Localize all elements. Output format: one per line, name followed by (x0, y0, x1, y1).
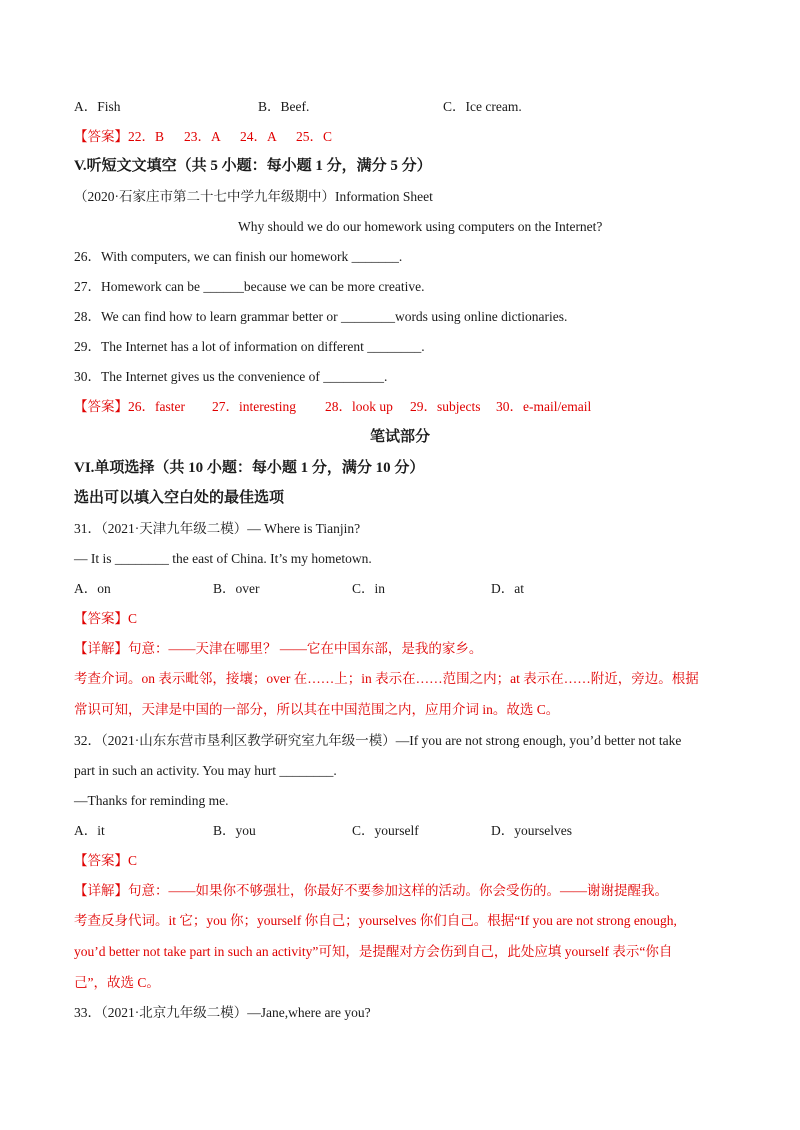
option-b: B．over (213, 581, 260, 596)
option-b: B．Beef. (258, 99, 310, 114)
answer-item: 22．B (128, 129, 165, 144)
question-stem: 33．（2021·北京九年级二模）—Jane,where are you? (74, 1005, 371, 1020)
answer-item: 27．interesting (212, 399, 296, 414)
question-stem: part in such an activity. You may hurt ________. (74, 763, 337, 778)
answer-item: 30．e-mail/email (496, 399, 592, 414)
explanation: 【详解】句意：——如果你不够强壮，你最好不要参加这样的活动。你会受伤的。——谢谢提醒我。 (74, 883, 668, 898)
answer-item: 23．A (184, 129, 221, 144)
section-title: VI.单项选择（共 10 小题：每小题 1 分，满分 10 分） (74, 460, 425, 476)
explanation: 考查反身代词。it 它；you 你；yourself 你自己；yourselves 你们自己。根据“If you are not strong enough, (74, 913, 677, 928)
answer-line-22-25 (74, 128, 332, 146)
question-stem: — It is ________ the east of China. It’s my hometown. (74, 551, 372, 566)
passage-heading: Why should we do our homework using computers on the Internet? (238, 219, 603, 234)
option-d: D．yourselves (491, 823, 572, 838)
answer-item: 26．faster (128, 399, 185, 414)
question-item: 28．We can find how to learn grammar better or ________words using online dictionaries. (74, 309, 568, 324)
answer-line-26-30 (74, 398, 591, 416)
answer-item: 24．A (240, 129, 277, 144)
explanation: 考查介词。on 表示毗邻，接壤；over 在……上；in 表示在……范围之内；at 表示在……附近，旁边。根据 (74, 671, 699, 686)
question-item: 30．The Internet gives us the convenience of _________. (74, 369, 388, 384)
option-c: C．Ice cream. (443, 99, 522, 114)
answer: 【答案】C (74, 853, 138, 868)
answer-item: 29．subjects (410, 399, 481, 414)
answer-label: 【答案】 (74, 129, 128, 144)
question-source: （2020·石家庄市第二十七中学九年级期中）Information Sheet (74, 189, 433, 204)
section-title: V.听短文文填空（共 5 小题：每小题 1 分，满分 5 分） (74, 158, 432, 174)
question-item: 27．Homework can be ______because we can be more creative. (74, 279, 425, 294)
question-item: 26．With computers, we can finish our homework _______. (74, 249, 403, 264)
option-c: C．yourself (352, 823, 419, 838)
option-a: A．on (74, 581, 111, 596)
explanation: you’d better not take part in such an activity”可知，是提醒对方会伤到自己，此处应填 yourself 表示“你自 (74, 944, 673, 959)
explanation: 常识可知，天津是中国的一部分，所以其在中国范围之内，应用介词 in。故选 C。 (74, 702, 560, 717)
answer: 【答案】C (74, 611, 138, 626)
option-a: A．it (74, 823, 105, 838)
question-item: 29．The Internet has a lot of information on different ________. (74, 339, 425, 354)
option-c: C．in (352, 581, 386, 596)
option-b: B．you (213, 823, 256, 838)
option-d: D．at (491, 581, 524, 596)
explanation: 己”，故选 C。 (74, 975, 160, 990)
question-stem: 32．（2021·山东东营市垦利区教学研究室九年级一模）—If you are not strong enough, you’d better not take (74, 733, 682, 748)
answer-item: 28．look up (325, 399, 393, 414)
written-part-title: 笔试部分 (369, 429, 430, 445)
explanation: 【详解】句意：——天津在哪里？ ——它在中国东部，是我的家乡。 (74, 641, 483, 656)
section-instruction: 选出可以填入空白处的最佳选项 (74, 490, 285, 506)
question-stem: —Thanks for reminding me. (74, 793, 229, 808)
answer-item: 25．C (296, 129, 333, 144)
option-a: A．Fish (74, 99, 121, 114)
answer-label: 【答案】 (74, 399, 128, 414)
question-stem: 31．（2021·天津九年级二模）— Where is Tianjin? (74, 521, 361, 536)
